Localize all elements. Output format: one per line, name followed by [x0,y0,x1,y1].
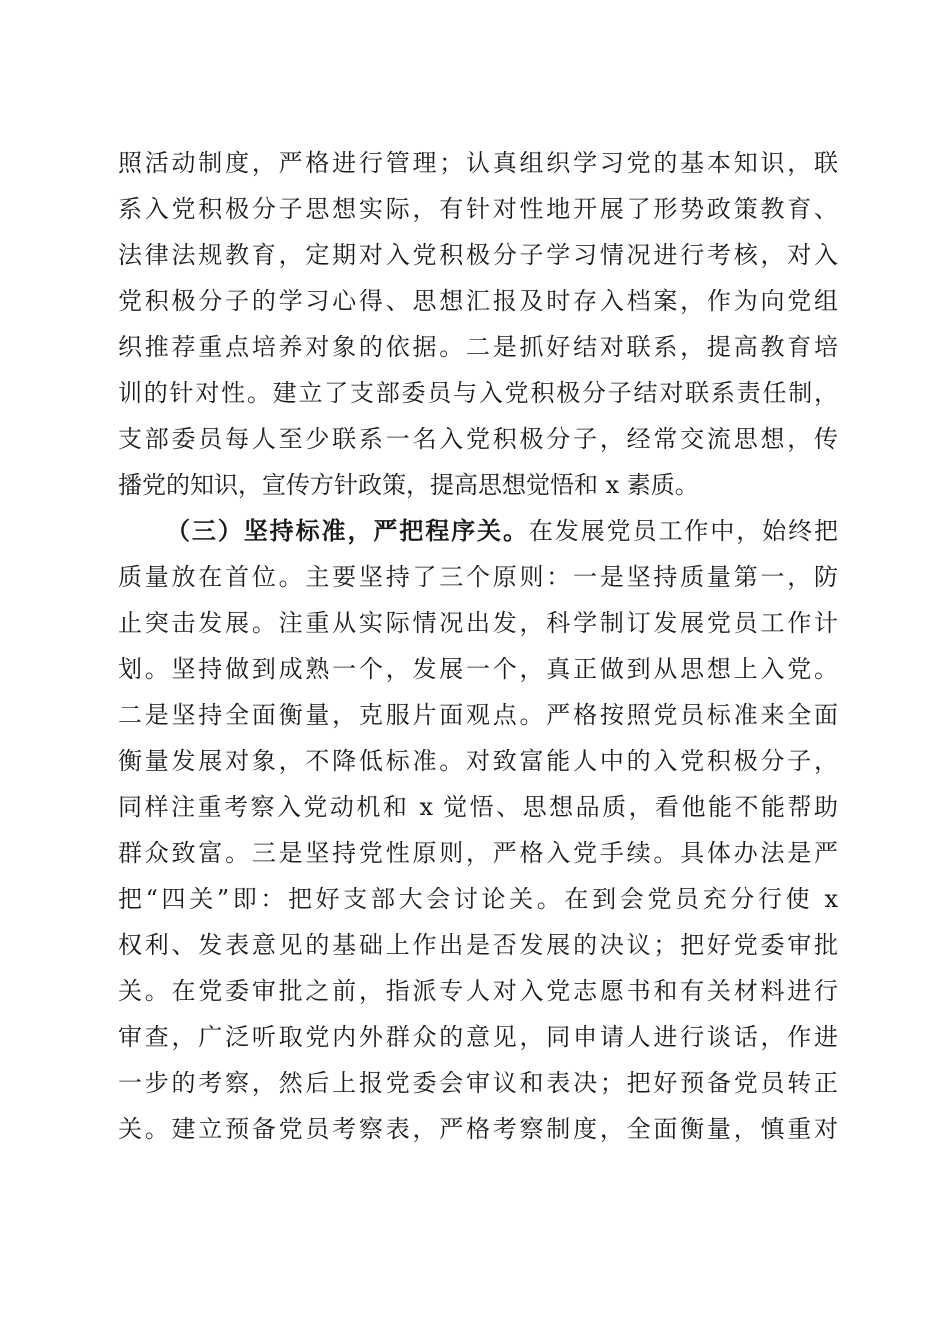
text-line: 衡量发展对象，不降低标准。对致富能人中的入党积极分子， [118,747,838,775]
text-line: 权利、发表意见的基础上作出是否发展的决议；把好党委审批 [118,931,838,959]
text-line: 划。坚持做到成熟一个，发展一个，真正做到从思想上入党。 [118,655,838,683]
text-line: 党积极分子的学习心得、思想汇报及时存入档案，作为向党组 [118,287,838,315]
text-line: 训的针对性。建立了支部委员与入党积极分子结对联系责任制， [118,379,838,407]
text-line: 照活动制度，严格进行管理；认真组织学习党的基本知识，联 [118,149,838,177]
text-line: 把“四关”即：把好支部大会讨论关。在到会党员充分行使 x [118,885,838,913]
section-heading: （三）坚持标准，严把程序关。 [166,516,529,545]
section-heading-line [118,508,838,554]
text-line: 支部委员每人至少联系一名入党积极分子，经常交流思想，传 [118,425,838,453]
text-line: 关。在党委审批之前，指派专人对入党志愿书和有关材料进行 [118,977,838,1005]
text-line: 法律法规教育，定期对入党积极分子学习情况进行考核，对入 [118,241,838,269]
text-line: 织推荐重点培养对象的依据。二是抓好结对联系，提高教育培 [118,333,838,361]
body-text [118,140,838,1152]
text-line: 同样注重考察入党动机和 x 觉悟、思想品质，看他能不能帮助 [118,793,838,821]
text-line: 系入党积极分子思想实际，有针对性地开展了形势政策教育、 [118,195,838,223]
text-line: 播党的知识，宣传方针政策，提高思想觉悟和 x 素质。 [118,471,699,499]
text-line: 质量放在首位。主要坚持了三个原则：一是坚持质量第一，防 [118,563,838,591]
text-line: 二是坚持全面衡量，克服片面观点。严格按照党员标准来全面 [118,701,838,729]
text-line: 审查，广泛听取党内外群众的意见，同申请人进行谈话，作进 [118,1023,838,1051]
text-line: 一步的考察，然后上报党委会审议和表决；把好预备党员转正 [118,1069,838,1097]
text-line: 止突击发展。注重从实际情况出发，科学制订发展党员工作计 [118,609,838,637]
text-line: 关。建立预备党员考察表，严格考察制度，全面衡量，慎重对 [118,1115,838,1143]
section-heading-continuation: 在发展党员工作中，始终把 [528,517,838,545]
text-line: 群众致富。三是坚持党性原则，严格入党手续。具体办法是严 [118,839,838,867]
